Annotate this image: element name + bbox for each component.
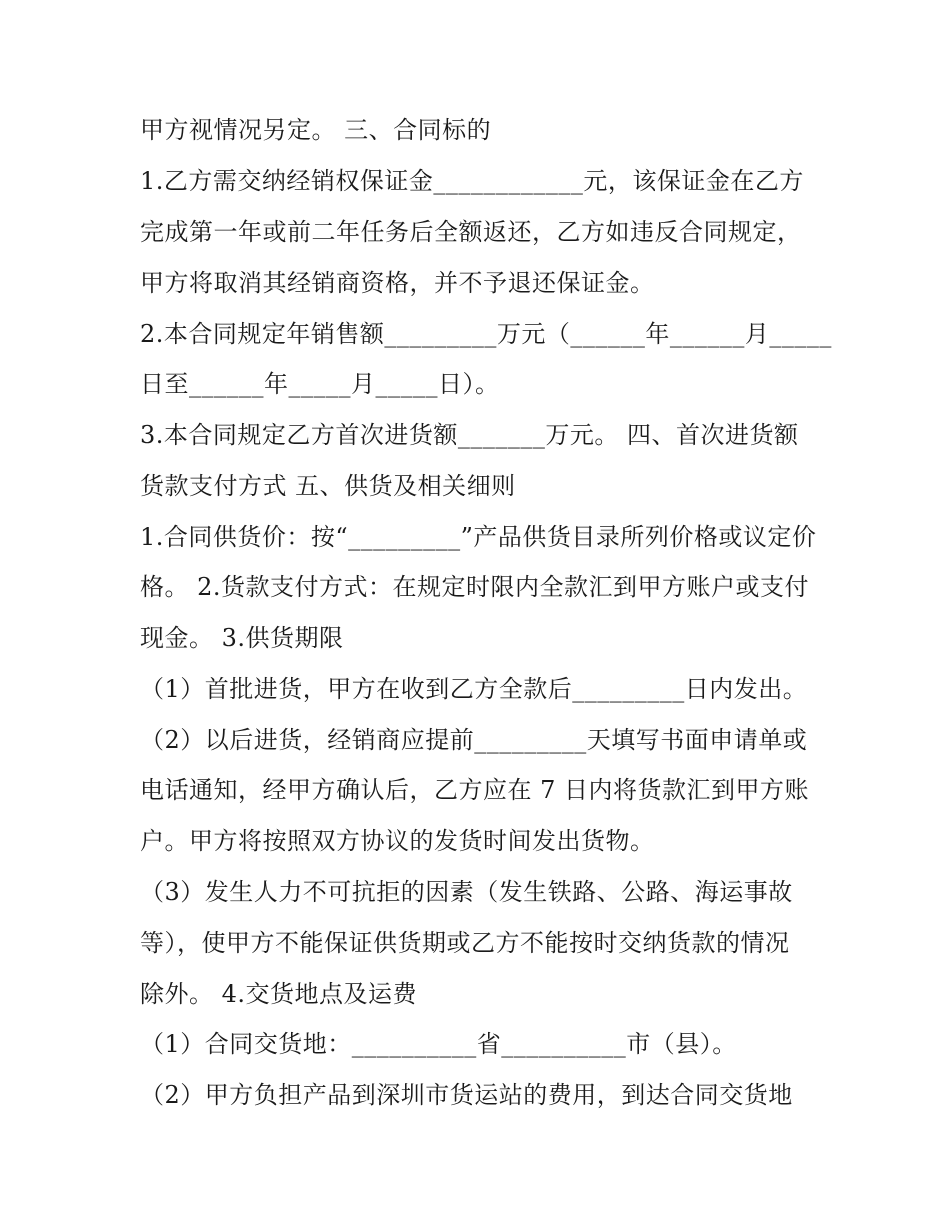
text-line: 1.乙方需交纳经销权保证金____________元，该保证金在乙方 — [140, 167, 804, 195]
text-line: 等），使甲方不能保证供货期或乙方不能按时交纳货款的情况 — [140, 929, 790, 957]
text-line: （1）首批进货，甲方在收到乙方全款后_________日内发出。 — [140, 675, 808, 703]
text-line: （1）合同交货地：__________省__________市（县）。 — [140, 1030, 737, 1058]
text-line: 2.本合同规定年销售额_________万元（______年______月_____ — [140, 320, 832, 348]
text-line: 甲方视情况另定。 三、合同标的 — [140, 116, 492, 144]
text-line: 货款支付方式 五、供货及相关细则 — [140, 472, 516, 500]
text-line: 格。 2.货款支付方式：在规定时限内全款汇到甲方账户或支付 — [140, 573, 810, 601]
text-line: 甲方将取消其经销商资格，并不予退还保证金。 — [140, 269, 655, 297]
text-line: 完成第一年或前二年任务后全额返还，乙方如违反合同规定， — [140, 218, 802, 246]
text-line: （2）甲方负担产品到深圳市货运站的费用，到达合同交货地 — [140, 1081, 793, 1109]
text-line: 现金。 3.供货期限 — [140, 624, 344, 652]
text-line: 日至______年_____月_____日）。 — [140, 370, 500, 398]
text-line: （3）发生人力不可抗拒的因素（发生铁路、公路、海运事故 — [140, 878, 793, 906]
text-line: 户。甲方将按照双方协议的发货时间发出货物。 — [140, 827, 655, 855]
text-line: （2）以后进货，经销商应提前_________天填写书面申请单或 — [140, 726, 808, 754]
text-line: 3.本合同规定乙方首次进货额_______万元。 四、首次进货额 — [140, 421, 799, 449]
text-line: 除外。 4.交货地点及运费 — [140, 980, 418, 1008]
text-line: 电话通知，经甲方确认后，乙方应在 7 日内将货款汇到甲方账 — [140, 776, 810, 804]
text-line: 1.合同供货价：按“_________”产品供货目录所列价格或议定价 — [140, 523, 817, 551]
